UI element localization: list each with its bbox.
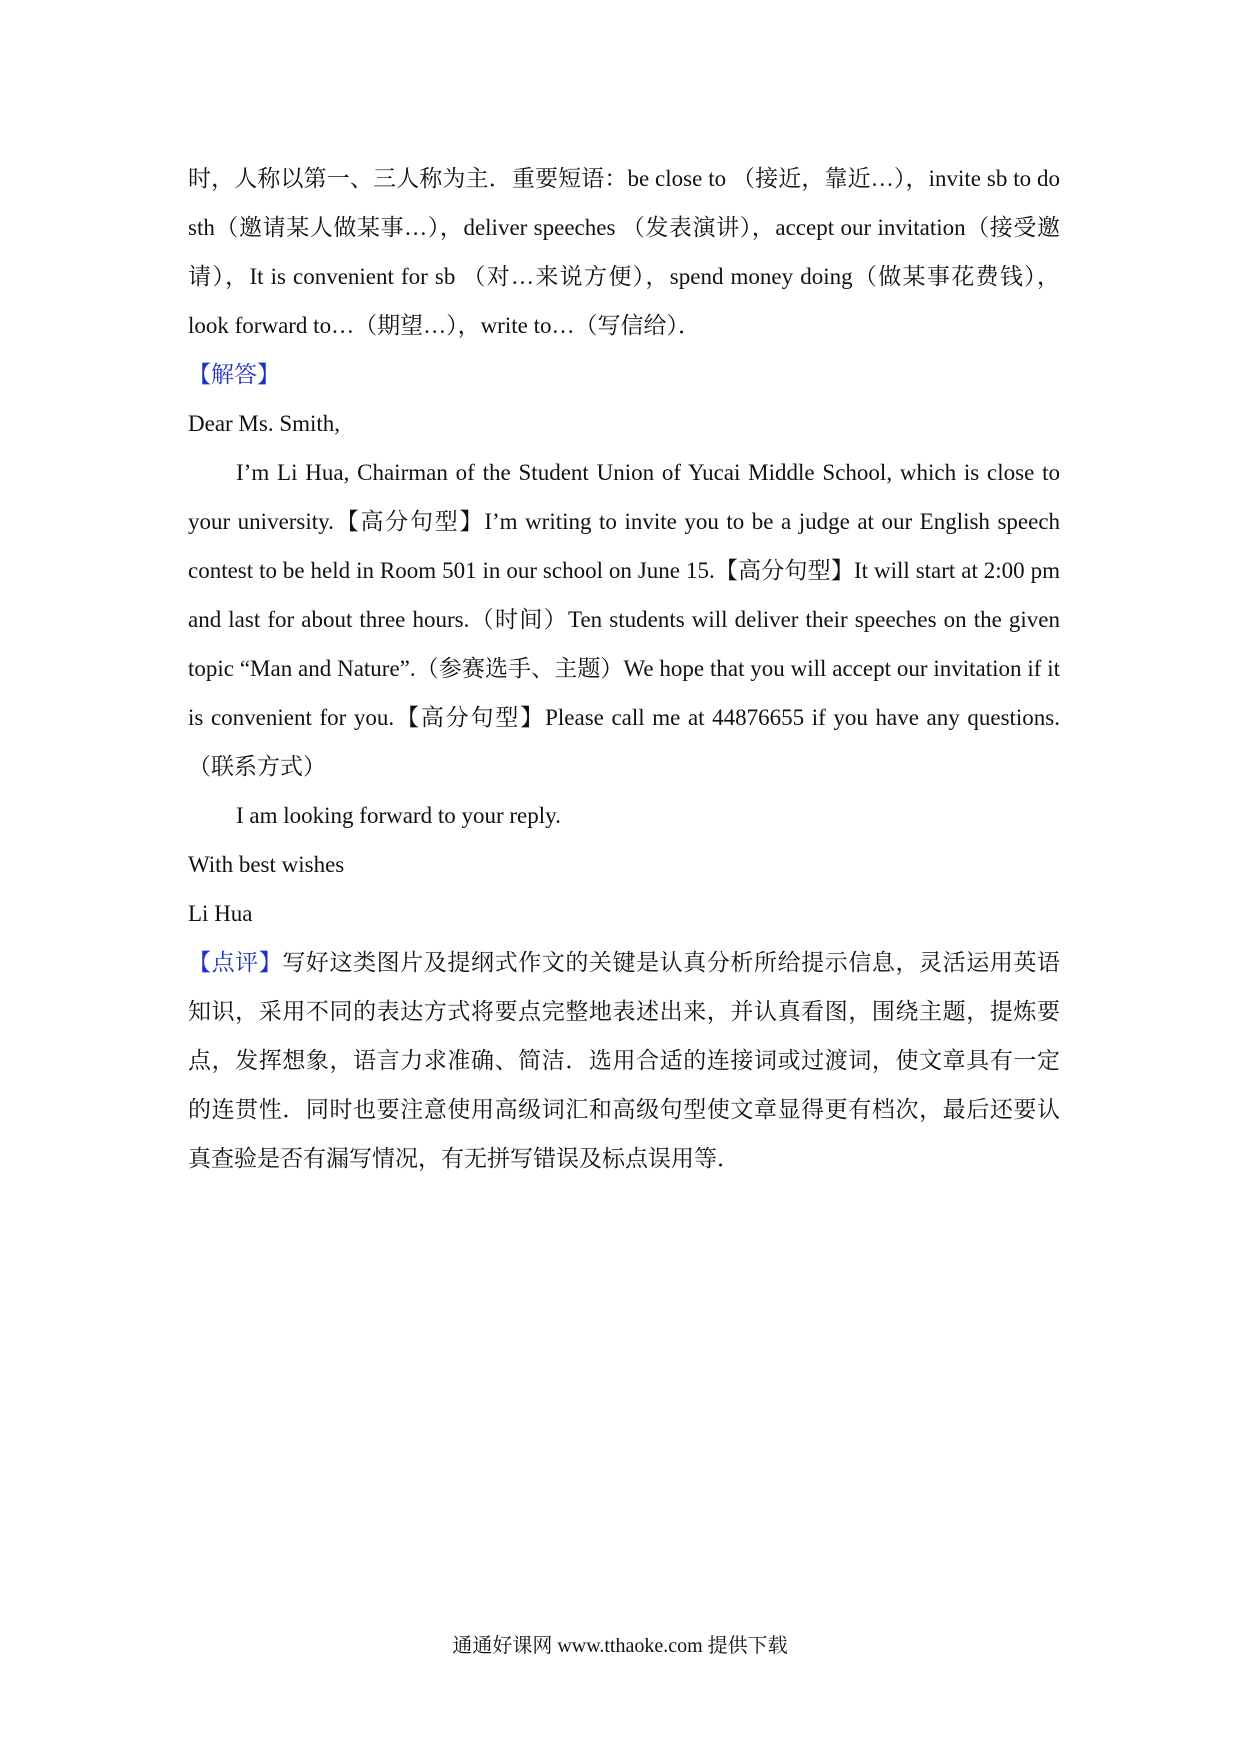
high-score-tag: 【高分句型】 [714,558,855,583]
letter-sentence: I’m writing to invite you to be a judge at our English speech contest to be held in Room 501 in our school on June 15. [188,509,1061,583]
comment-text: 写好这类图片及提纲式作文的关键是认真分析所给提示信息，灵活运用英语知识，采用不同的表达方式将要点完整地表述出来，并认真看图，围绕主题，提炼要点，发挥想象，语言力求准确、简洁．选用合适的连接词或过渡词，使文章具有一定的连贯性．同时也要注意使用高级词汇和高级句型使文章显得更有档次，最后还要认真查验是否有漏写情况，有无拼写错误及标点误用等． [188,950,1061,1171]
letter-salutation: Dear Ms. Smith, [188,411,341,436]
intro-paragraph: 时，人称以第一、三人称为主．重要短语：be close to （接近，靠近…），invite sb to do sth（邀请某人做某事…），deliver speeches （发表演讲），accept our invitation（接受邀请），It is convenient for sb （对…来说方便），spend money doing（做某事花费钱），look forward to…（期望…），write to…（写信给）． [188,166,1060,338]
document-content [188,154,1060,1183]
letter-signature: Li Hua [188,901,253,926]
letter-sentence: It will start at 2:00 pm and last for about three hours.（时间）Ten students will deliver their speeches on the given topic “Man and Nature”.（参赛选手、主题）We hope that you will accept our invitation if it is convenient for you. [188,558,1061,730]
letter-body [188,448,1060,791]
page-footer: 通通好课网 www.tthaoke.com 提供下载 [452,1635,788,1657]
letter-sentence: I’m Li Hua, Chairman of the Student Union of Yucai Middle School, which is close to your university. [188,460,1060,534]
letter-sentence: Please call me at 44876655 if you have any questions.（联系方式） [188,705,1061,779]
high-score-tag: 【高分句型】 [333,509,485,534]
letter-closing-line: I am looking forward to your reply. [236,803,561,828]
letter-sign-off: With best wishes [188,852,345,877]
comment-paragraph [188,938,1060,1183]
high-score-tag: 【高分句型】 [394,705,546,730]
answer-heading: 【解答】 [188,362,280,387]
comment-heading: 【点评】 [188,950,283,975]
